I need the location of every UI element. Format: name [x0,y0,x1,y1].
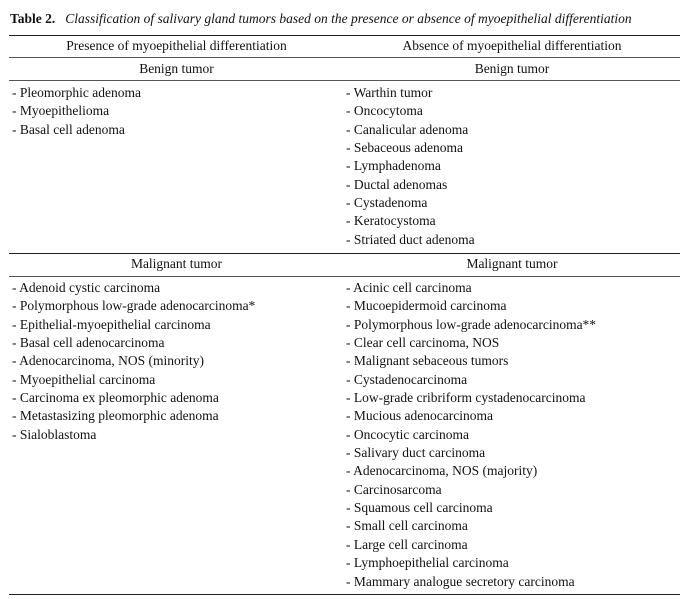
list-item: - Oncocytoma [346,102,475,120]
list-item: - Adenoid cystic carcinoma [12,279,255,297]
column-header-presence: Presence of myoepithelial differentiation [66,38,287,53]
malignant-absence-list [346,279,596,591]
benign-header-absence: Benign tumor [474,61,550,76]
list-item: - Squamous cell carcinoma [346,499,596,517]
list-item: - Polymorphous low-grade adenocarcinoma* [12,297,255,315]
top-rule [9,35,680,36]
list-item: - Polymorphous low-grade adenocarcinoma** [346,316,596,334]
benign-presence-list [12,84,141,139]
list-item: - Basal cell adenoma [12,121,141,139]
benign-header-presence: Benign tumor [139,61,214,76]
table-title: Classification of salivary gland tumors based on the presence or absence of myoepithelial differentiation [65,11,632,26]
list-item: - Large cell carcinoma [346,536,596,554]
column-header-absence: Absence of myoepithelial differentiation [402,38,622,53]
list-item: - Sialoblastoma [12,426,255,444]
list-item: - Pleomorphic adenoma [12,84,141,102]
list-item: - Canalicular adenoma [346,121,475,139]
list-item: - Adenocarcinoma, NOS (majority) [346,462,596,480]
list-item: - Adenocarcinoma, NOS (minority) [12,352,255,370]
table-caption [10,11,632,27]
table-label: Table 2. [10,11,56,26]
list-item: - Epithelial-myoepithelial carcinoma [12,316,255,334]
list-item: - Salivary duct carcinoma [346,444,596,462]
benign-absence-list [346,84,475,249]
list-item: - Mucoepidermoid carcinoma [346,297,596,315]
list-item: - Clear cell carcinoma, NOS [346,334,596,352]
header-rule [9,57,680,58]
malignant-header-presence: Malignant tumor [130,256,223,271]
list-item: - Cystadenocarcinoma [346,371,596,389]
malignant-header-rule [9,276,680,277]
list-item: - Carcinoma ex pleomorphic adenoma [12,389,255,407]
list-item: - Acinic cell carcinoma [346,279,596,297]
list-item: - Warthin tumor [346,84,475,102]
malignant-header-absence: Malignant tumor [466,256,558,271]
list-item: - Striated duct adenoma [346,231,475,249]
list-item: - Lymphoepithelial carcinoma [346,554,596,572]
list-item: - Keratocystoma [346,212,475,230]
list-item: - Oncocytic carcinoma [346,426,596,444]
list-item: - Small cell carcinoma [346,517,596,535]
list-item: - Myoepithelial carcinoma [12,371,255,389]
list-item: - Carcinosarcoma [346,481,596,499]
list-item: - Lymphadenoma [346,157,475,175]
list-item: - Low-grade cribriform cystadenocarcinoma [346,389,596,407]
list-item: - Mammary analogue secretory carcinoma [346,573,596,591]
list-item: - Sebaceous adenoma [346,139,475,157]
malignant-presence-list [12,279,255,444]
list-item: - Mucious adenocarcinoma [346,407,596,425]
list-item: - Cystadenoma [346,194,475,212]
list-item: - Basal cell adenocarcinoma [12,334,255,352]
bottom-rule [9,594,680,595]
list-item: - Metastasizing pleomorphic adenoma [12,407,255,425]
list-item: - Ductal adenomas [346,176,475,194]
list-item: - Myoepithelioma [12,102,141,120]
benign-header-rule [9,80,680,81]
section-rule [9,253,680,254]
list-item: - Malignant sebaceous tumors [346,352,596,370]
